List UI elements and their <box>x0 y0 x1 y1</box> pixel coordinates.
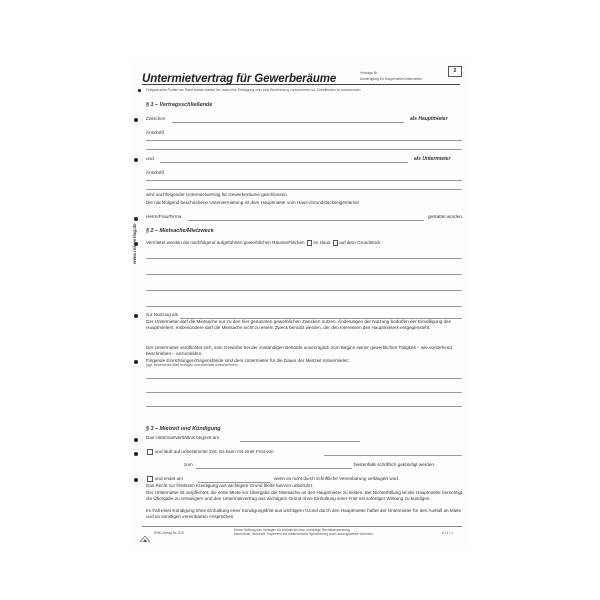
entry-marker-icon <box>134 438 138 442</box>
verlaengert-label: wenn es nicht durch schriftliche Vereinbarung verlängert wird. <box>274 476 400 481</box>
hauptmieter-label: als Hauptmieter <box>410 116 448 122</box>
unbestimmt-label: und läuft auf unbestimmte Zeit. Es kann mit einer Frist von <box>154 449 274 455</box>
instruction-text: Fettgedruckte Punkte am Rand weisen darauf hin, dass eine Eintragung oder eine Bestimmung vorzunehmen ist. Zutreffendes ist anzukreuzen. <box>146 88 362 92</box>
hauptmieter-name-field[interactable] <box>172 122 404 123</box>
zur-nutzung-label: zur Nutzung als <box>146 312 178 317</box>
einrichtungen-label: Folgende Einrichtungen/Gegenstände sind dem Untermieter für die Dauer der Mietzeit mitvermietet: <box>146 358 349 363</box>
section-2-title: § 2 – Mietsache/Mietzweck <box>146 228 214 234</box>
footer-rule <box>142 526 462 527</box>
gestattet-label: gestattet worden. <box>428 214 464 219</box>
unbestimmt-checkbox[interactable] <box>147 449 153 455</box>
zum-label: zum <box>184 462 193 467</box>
entry-marker-icon <box>134 217 138 221</box>
eigentuemer-field[interactable] <box>188 220 424 221</box>
beginnt-label: Das Untermietverhältnis beginnt am <box>146 435 220 440</box>
s1-line-2: Die nachfolgend beschriebene Untervermietung ist dem Hauptmieter vom Haus-/Grundstückseigentümer <box>146 200 360 205</box>
kuendigungsfrist-field[interactable] <box>324 455 462 456</box>
anschrift-label-1: Anschrift <box>146 130 164 135</box>
hauptmieter-address-field-2[interactable] <box>146 149 462 150</box>
document-title: Untermietvertrag für Gewerberäume <box>142 73 337 85</box>
section-3-title: § 3 – Mietzeit und Kündigung <box>146 426 221 432</box>
title-rule <box>142 84 460 85</box>
im-haus-checkbox[interactable] <box>307 240 313 246</box>
zwischen-label: Zwischen <box>146 116 166 121</box>
hauptmieter-address-field[interactable] <box>146 140 462 141</box>
nutzung-paragraph: Der Untermieter darf die Mietsache nur zu den hier genannten gewerblichen Zwecken nutzen. Änderungen der Nutzung bedürfen der Einwilligung des Hauptmieters. Insbesondere darf die Mietsache nicht zu einem Zweck benutzt werden, der den Interessen des Hauptmieters entgegensteht. <box>146 319 451 330</box>
gewerbe-paragraph: Der Untermieter verpflichtet sich, sein Gewerbe bei der zuständigen Behörde unverzüglich zum Beginn seiner gewerblichen Tätigkeit – wie vorstehend beschrieben – anzumelden. <box>146 345 452 356</box>
publisher-logo-icon <box>140 529 150 535</box>
und-label: und <box>146 156 154 161</box>
grundstueck-checkbox[interactable] <box>333 240 339 246</box>
untermieter-label: als Untermieter <box>414 156 451 162</box>
untermieter-name-field[interactable] <box>160 162 408 163</box>
copy-number-box: 2 <box>448 66 462 77</box>
contract-number-label: Vertrags-Nr. <box>360 71 379 75</box>
vermietet-label: Vermietet werden die nachfolgend aufgeführten gewerblichen Räume/Flächen <box>146 240 305 246</box>
haftung-paragraph: Im Fall einer Kündigung ohne Einhaltung einer Kündigungsfrist aus wichtigem Grund durch den Hauptmieter haftet der Untermieter für den Ausfall an Miete und an sonstigen vereinbarten Ansprüchen. <box>146 508 462 519</box>
anschrift-label-2: Anschrift <box>146 170 164 175</box>
entry-marker-icon <box>134 478 138 482</box>
einrichtungen-hint: (ggf. besonderes Blatt beifügen und ebenfalls unterzeichnen) <box>146 363 238 367</box>
entry-marker-icon <box>134 158 138 162</box>
s1-line-1: wird nachfolgender Untermietvertrag für Gewerberäume geschlossen. <box>146 192 288 197</box>
entry-marker-icon <box>134 118 138 122</box>
disclaimer-line-1: Keine Haftung des Verlages für irrtümliche bzw. unrichtige Rechtsanwendung. <box>234 528 351 532</box>
endet-checkbox[interactable] <box>147 476 153 482</box>
untermieter-address-field-2[interactable] <box>146 189 462 190</box>
endet-row <box>146 476 183 482</box>
einrichtungen-field-3[interactable] <box>146 406 462 407</box>
herr-frau-firma-label: Herrn/Frau/Firma <box>146 214 182 219</box>
mietsache-field-4[interactable] <box>146 306 462 307</box>
entry-marker-icon <box>134 452 138 456</box>
einrichtungen-field-2[interactable] <box>146 392 462 393</box>
unbestimmt-row <box>146 449 274 455</box>
entry-marker-icon <box>134 360 138 364</box>
erste-miete-paragraph: Der Untermieter ist verpflichtet, die erste Miete vor Übergabe der Mietsache an den Hauptmieter zu leisten. Bei Nichterfüllung ist der Hauptmieter berechtigt, die Übergabe zu verweigern und den Untermietvertrag aus wichtigem Grund ohne Einhaltung einer Frist mit sofortiger Wirkung zu kündigen. <box>146 490 464 501</box>
publisher-url: www.rnk-verlag.de <box>132 223 137 264</box>
entry-marker-icon <box>134 314 138 318</box>
disclaimer-line-2: Nachdruck, Abschrift, Kopieren und elektronische Speicherung auch auszugsweise verboten. <box>234 532 374 536</box>
publisher-label: RNK-Verlag Nr. 519 <box>154 531 184 535</box>
im-haus-label: im Haus <box>313 240 331 246</box>
mietsache-field-1[interactable] <box>146 258 462 259</box>
einrichtungen-field-1[interactable] <box>146 378 462 379</box>
section-1-title: § 1 – Vertragsschließende <box>146 102 213 108</box>
mietsache-field-3[interactable] <box>146 290 462 291</box>
instruction-bullet-icon <box>138 89 141 92</box>
vermietet-text <box>146 240 381 246</box>
grundstueck-label: auf dem Grundstück <box>339 240 381 246</box>
form-version-label: 6.11 / 1 <box>442 531 454 535</box>
copy-type-label: Ausfertigung für Hauptmieter/Untermieter <box>360 77 422 81</box>
untermieter-address-field[interactable] <box>146 180 462 181</box>
beginn-date-field[interactable] <box>240 441 360 442</box>
mietsache-field-2[interactable] <box>146 274 462 275</box>
fristlos-text: Das Recht zur fristlosen Kündigung aus wichtigem Grund bleibt hiervon unberührt. <box>146 483 314 488</box>
contract-page <box>132 60 468 548</box>
kuendigung-zum-field[interactable] <box>196 468 352 469</box>
endet-label: und endet am <box>154 476 183 482</box>
gekuendigt-label: bestenfalls schriftlich gekündigt werden. <box>354 462 436 467</box>
